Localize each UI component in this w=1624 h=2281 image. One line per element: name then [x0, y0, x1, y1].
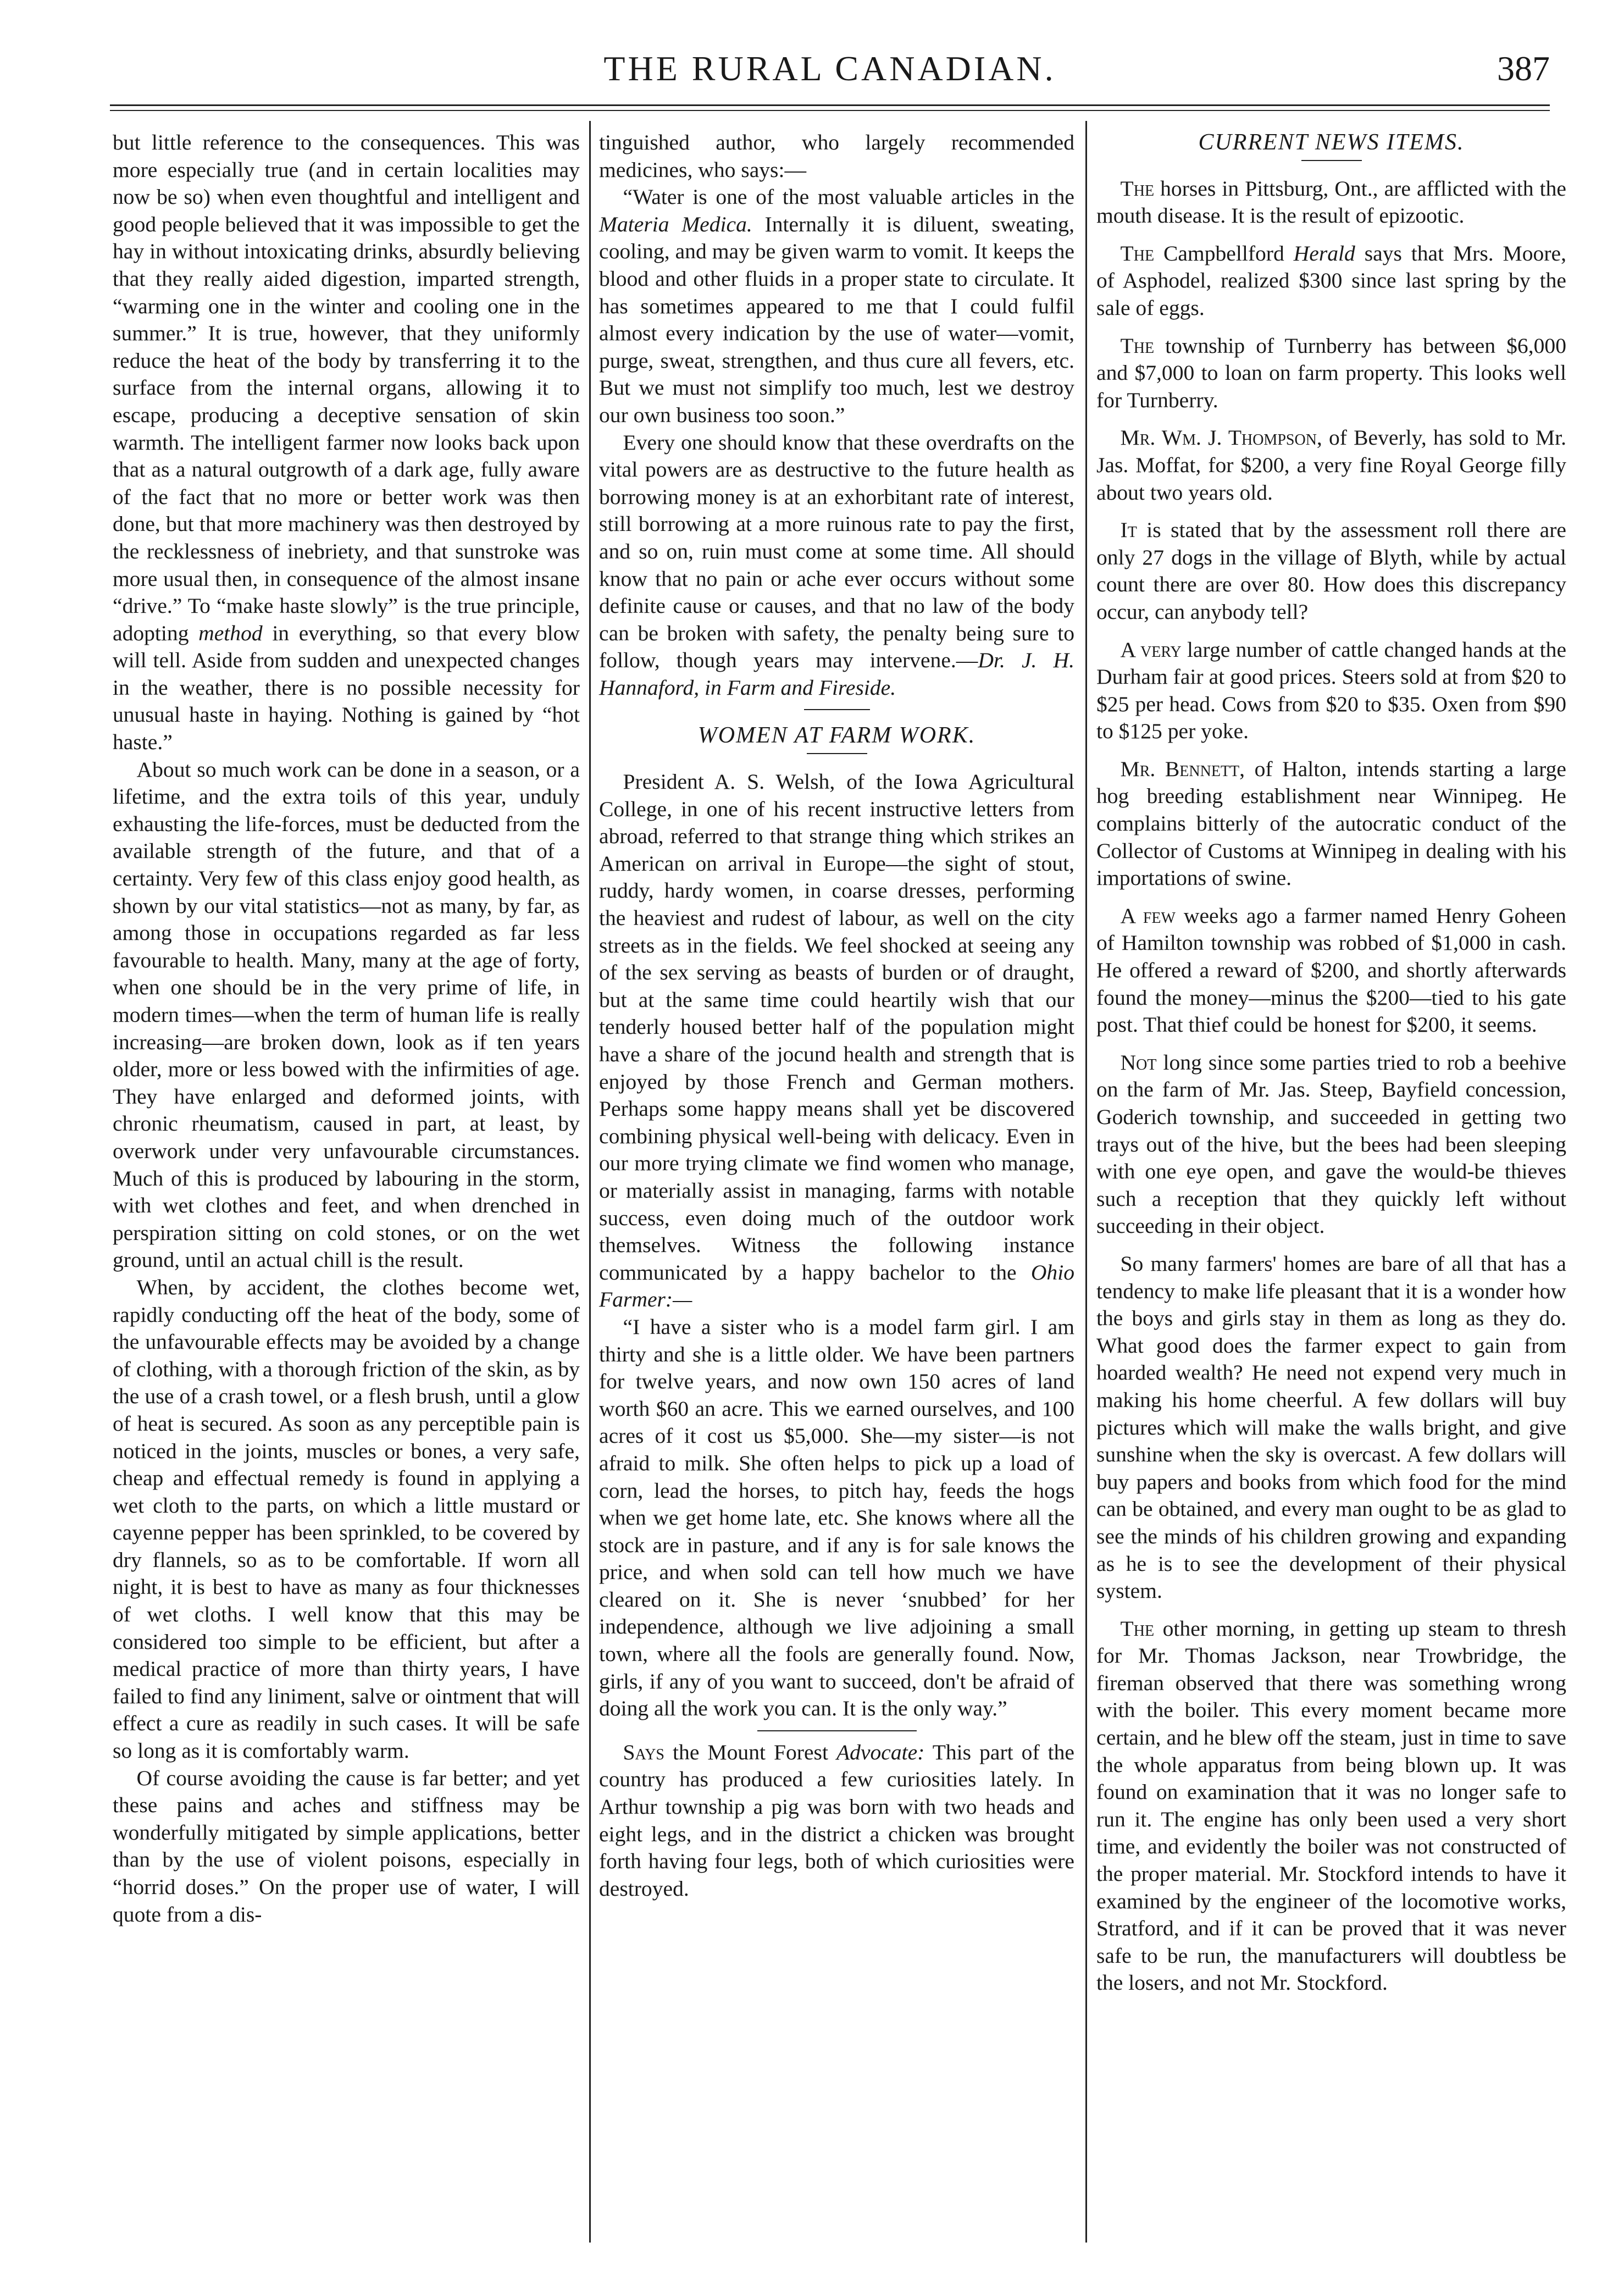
- small-caps-lead: A very: [1120, 637, 1182, 662]
- citation: Dr. J. H. Hannaford, in Farm and Fireside.: [599, 648, 1074, 700]
- news-item: So many farmers' homes are bare of all that has a tendency to make life pleasant that it is a wonder how the boys and girls stay in them as long as they do. What good does the farmer expect to gain from hoarded wealth? He need not expend very much in making his home cheerful. A few dollars will buy pictures which will make the walls bright, and give sunshine when the sky is overcast. A few dollars will buy papers and books from which food for the mind can be obtained, and every man ought to be as glad to see the minds of his children growing and expanding as he is to see the development of their physical system.: [1096, 1251, 1566, 1603]
- text: of Beverly, has sold to Mr. Jas. Moffat, for $200, a very fine Royal George filly about two years old.: [1096, 425, 1566, 505]
- small-caps-lead: Mr. Bennett,: [1120, 756, 1245, 781]
- text: President A. S. Welsh, of the Iowa Agricultural College, in one of his recent instructive letters from abroad, referred to that strange thing which strikes an American on arrival in Europe—the sight of stout, ruddy, hardy women, in coarse dresses, performing the heaviest and rudest of labour, as well on the city streets as in the fields. We feel shocked at seeing any of the sex serving as beasts of burden or of draught, but at the same time could heartily wish that our tenderly housed better half of the population might have a share of the jocund health and strength that is enjoyed by those French and German mothers. Perhaps some happy means shall yet be discovered combining physical well-being with delicacy. Even in our more trying climate we find women who manage, or materially assist in managing, farms with notable success, even doing much of the outdoor work themselves. Witness the following instance communicated by a happy bachelor to the: [599, 769, 1074, 1285]
- section-heading: CURRENT NEWS ITEMS.: [1198, 130, 1465, 155]
- news-item: [1096, 756, 1566, 892]
- emphasis: method: [198, 621, 263, 645]
- news-item: [1096, 175, 1566, 230]
- heading-rule: [1301, 160, 1362, 161]
- small-caps-lead: Mr. Wm. J. Thompson,: [1120, 425, 1322, 450]
- paragraph: tinguished author, who largely recommended medicines, who says:—: [599, 130, 1074, 182]
- emphasis: Materia Medica.: [599, 212, 752, 236]
- paragraph: About so much work can be done in a season, or a lifetime, and the extra toils of this year, unduly exhausting the life-forces, must be deducted from the available strength of the future, and that of a certainty. Very few of this class enjoy good health, as shown by our vital statistics—not as many, by far, as among those in occupations regarded as far less favourable to health. Many, many at the age of forty, when one should be in the very prime of life, in modern times—when the term of human life is really increasing—are broken down, look as if ten years older, more or less bowed with the infirmities of age. They have enlarged and deformed joints, with chronic rheumatism, caused in part, at least, by overwork under very unfavourable circumstances. Much of this is produced by labouring in the storm, with wet clothes and feet, and when drenched in perspiration sitting on cold stones, or on the wet ground, until an actual chill is the result.: [113, 757, 580, 1272]
- emphasis: Ohio Farmer:—: [599, 1260, 1074, 1312]
- emphasis: Herald: [1293, 241, 1355, 265]
- paragraph: [599, 429, 1074, 702]
- column-1: [113, 129, 580, 1928]
- text: Campbellford: [1163, 241, 1284, 265]
- text: Internally it is diluent, sweating, cooling, and may be given warm to vomit. It keeps the blood and other fluids in a proper state to circulate. It has sometimes appeared to me that I could fulfil almost every indication by the use of water—vomit, purge, sweat, strengthen, and thus cure all fevers, etc. But we must not simplify too much, lest we destroy our own business too soon.”: [599, 212, 1074, 427]
- text: is stated that by the assessment roll there are only 27 dogs in the village of Blyth, while by actual count there are over 80. How does this discrepancy occur, can anybody tell?: [1096, 518, 1566, 624]
- paragraph: When, by accident, the clothes become wet, rapidly conducting off the heat of the body, some of the unfavourable effects may be avoided by a change of clothing, with a thorough friction of the skin, as by the use of a crash towel, or a flesh brush, until a glow of heat is secured. As soon as any perceptible pain is noticed in the joints, muscles or bones, a very safe, cheap and effectual remedy is found in applying a wet cloth to the parts, on which a little mustard or cayenne pepper has been sprinkled, to be covered by dry flannels, so as to be comfortable. If worn all night, it is best to have as many as four thicknesses of wet cloths. I well know that this may be considered too simple to be efficient, but after a medical practice of more than thirty years, I have failed to find any liniment, salve or ointment that will effect a cure as readily in such cases. It will be safe so long as it is comfortably warm.: [113, 1275, 580, 1763]
- small-caps-lead: The: [1120, 333, 1155, 358]
- text: long since some parties tried to rob a beehive on the farm of Mr. Jas. Steep, Bayfield concession, Goderich township, and succeeded in getting two trays out of the hive, but the bees had been sleeping with one eye open, and gave the would-be thieves such a reception that they quickly left without succeeding in their object.: [1096, 1050, 1566, 1238]
- column-3: [1096, 129, 1566, 1997]
- text: township of Turnberry has between $6,000 and $7,000 to loan on farm property. This looks well for Turnberry.: [1096, 333, 1566, 412]
- page-header: [110, 38, 1550, 99]
- publication-title: THE RURAL CANADIAN.: [603, 49, 1056, 88]
- paragraph: Of course avoiding the cause is far better; and yet these pains and aches and stiffness may be wonderfully mitigated by simple applications, better than by the use of violent poisons, especially in “horrid doses.” On the proper use of water, I will quote from a dis-: [113, 1765, 580, 1926]
- news-item: [1096, 240, 1566, 322]
- small-caps-lead: The: [1120, 176, 1155, 201]
- text: the Mount Forest: [673, 1740, 828, 1764]
- news-item: [1096, 424, 1566, 506]
- text: but little reference to the consequences. This was more especially true (and in certain localities may now be so) when even thoughtful and intelligent and good people believed that it was impossible to get the hay in without intoxicating drinks, absurdly believing that they really aided digestion, imparted strength, “warming one in the winter and cooling one in the summer.” It is true, however, that they uniformly reduce the heat of the body by transferring it to the surface from the internal organs, allowing it to escape, producing a deceptive sensation of skin warmth. The intelligent farmer now looks back upon that as a natural outgrowth of a dark age, fully aware of the fact that no more or better work was then done, but that more machinery was then destroyed by the recklessness of inebriety, and that sunstroke was more usual then, in consequence of the almost insane “drive.” To “make haste slowly” is the true principle, adopting: [113, 130, 580, 645]
- news-item: [1096, 903, 1566, 1039]
- small-caps-lead: Not: [1120, 1050, 1157, 1075]
- text: This part of the country has produced a few curiosities lately. In Arthur township a pig was born with two heads and eight legs, and in the district a chicken was brought forth having four legs, both of which curiosities were destroyed.: [599, 1740, 1074, 1901]
- news-item: [1096, 1615, 1566, 1997]
- text: other morning, in getting up steam to thresh for Mr. Thomas Jackson, near Trowbridge, the fireman observed that there was something wrong with the boiler. This every moment became more certain, and he blew off the steam, just in time to save the whole apparatus from being blown up. It was found on examination that it was no longer safe to run it. The engine has only been used a very short time, and evidently the boiler was not constructed of the proper material. Mr. Stockford intends to have it examined by the engineer of the locomotive works, Stratford, and if it can be proved that it was never safe to be run, the manufacturers will doubtless be the losers, and not Mr. Stockford.: [1096, 1616, 1566, 1995]
- section-rule: [804, 709, 870, 710]
- text: in everything, so that every blow will tell. Aside from sudden and unexpected changes in the weather, there is no possible necessity for unusual haste in haying. Nothing is gained by “hot haste.”: [113, 621, 580, 755]
- text: “Water is one of the most valuable articles in the: [623, 185, 1074, 209]
- text: horses in Pittsburg, Ont., are afflicted with the mouth disease. It is the result of epizootic.: [1096, 176, 1566, 228]
- news-item: [1096, 517, 1566, 625]
- item-rule: [757, 1730, 917, 1731]
- column-divider-1: [589, 121, 591, 2243]
- section-heading: WOMEN AT FARM WORK.: [697, 723, 976, 749]
- news-item: [1096, 636, 1566, 745]
- paragraph: [599, 1739, 1074, 1903]
- text: Every one should know that these overdrafts on the vital powers are as destructive to the future health as borrowing money is at an exhorbitant rate of interest, still borrowing at a more ruinous rate to pay the first, and so on, ruin must come at some time. All should know that no pain or ache ever occurs without some definite cause or causes, and that no law of the body can be broken with safety, the penalty being sure to follow, though years may intervene.—: [599, 430, 1074, 673]
- emphasis: Advocate:: [836, 1740, 925, 1764]
- heading-rule: [807, 753, 867, 754]
- news-item: [1096, 333, 1566, 414]
- news-item: [1096, 1049, 1566, 1240]
- column-2: [599, 129, 1074, 1902]
- column-divider-2: [1085, 121, 1087, 2243]
- small-caps-lead: The: [1120, 241, 1155, 265]
- small-caps-lead: A few: [1120, 903, 1176, 928]
- small-caps-lead: The: [1120, 1616, 1155, 1641]
- small-caps-lead: Says: [623, 1740, 665, 1764]
- quote-paragraph: [599, 184, 1074, 429]
- header-rule-thin: [110, 110, 1550, 111]
- paragraph: [113, 129, 580, 756]
- text: says that Mrs. Moore, of Asphodel, realized $300 since last spring by the sale of eggs.: [1096, 241, 1566, 320]
- small-caps-lead: It: [1120, 518, 1137, 542]
- page-number: 387: [1497, 49, 1550, 88]
- text: large number of cattle changed hands at the Durham fair at good prices. Steers sold at from $20 to $25 per head. Cows from $20 to $35. Oxen from $90 to $125 per yoke.: [1096, 637, 1567, 744]
- quote-paragraph: “I have a sister who is a model farm girl. I am thirty and she is a little older. We have been partners for twelve years, and now own 150 acres of land worth $60 an acre. This we earned ourselves, and 100 acres of it cost us $5,000. She—my sister—is not afraid to milk. She often helps to pick up a load of corn, lead the horses, to pitch hay, feeds the hogs when we get home late, etc. She knows where all the stock are in pasture, and if any is for sale knows the price, and when sold can tell how much we have cleared on it. She is never ‘snubbed’ for her independence, although we live adjoining a small town, where all the fools are generally found. Now, girls, if any of you want to succeed, don't be afraid of doing all the work you can. It is the only way.”: [599, 1314, 1074, 1721]
- header-rule: [110, 104, 1550, 106]
- text: of Halton, intends starting a large hog breeding establishment near Winnipeg. He complains bitterly of the autocratic conduct of the Collector of Customs at Winnipeg in dealing with his importations of swine.: [1096, 756, 1566, 890]
- paragraph: [599, 768, 1074, 1314]
- text: weeks ago a farmer named Henry Goheen of Hamilton township was robbed of $1,000 in cash. He offered a reward of $200, and shortly afterwards found the money—minus the $200—tied to his gate post. That thief could be honest for $200, it seems.: [1096, 903, 1566, 1037]
